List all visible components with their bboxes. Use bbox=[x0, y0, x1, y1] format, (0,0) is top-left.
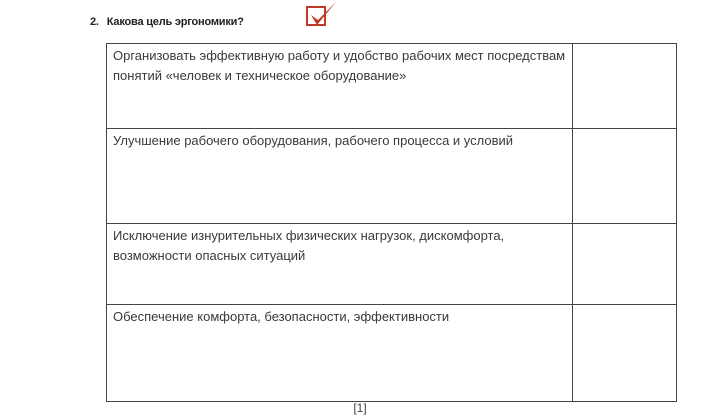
question-number: 2. bbox=[90, 16, 99, 28]
answer-mark-cell[interactable] bbox=[573, 224, 677, 305]
checkmark-icon bbox=[305, 0, 339, 32]
answer-mark-cell[interactable] bbox=[573, 44, 677, 129]
answer-row bbox=[107, 224, 677, 305]
answer-option-text: Улучшение рабочего оборудования, рабочего процесса и условий bbox=[107, 129, 573, 224]
answer-option-text: Исключение изнурительных физических нагрузок, дискомфорта, возможности опасных ситуаций bbox=[107, 224, 573, 305]
answer-option-text: Обеспечение комфорта, безопасности, эффективности bbox=[107, 305, 573, 402]
answer-mark-cell[interactable] bbox=[573, 305, 677, 402]
answer-row bbox=[107, 305, 677, 402]
answer-option-text: Организовать эффективную работу и удобство рабочих мест посредствам понятий «человек и техническое оборудование» bbox=[107, 44, 573, 129]
question-text: Какова цель эргономики? bbox=[106, 16, 244, 28]
answer-table bbox=[106, 43, 677, 402]
answer-row bbox=[107, 129, 677, 224]
question-heading bbox=[90, 12, 244, 32]
footnote-marker: [1] bbox=[353, 401, 367, 415]
answer-row bbox=[107, 44, 677, 129]
answer-mark-cell[interactable] bbox=[573, 129, 677, 224]
